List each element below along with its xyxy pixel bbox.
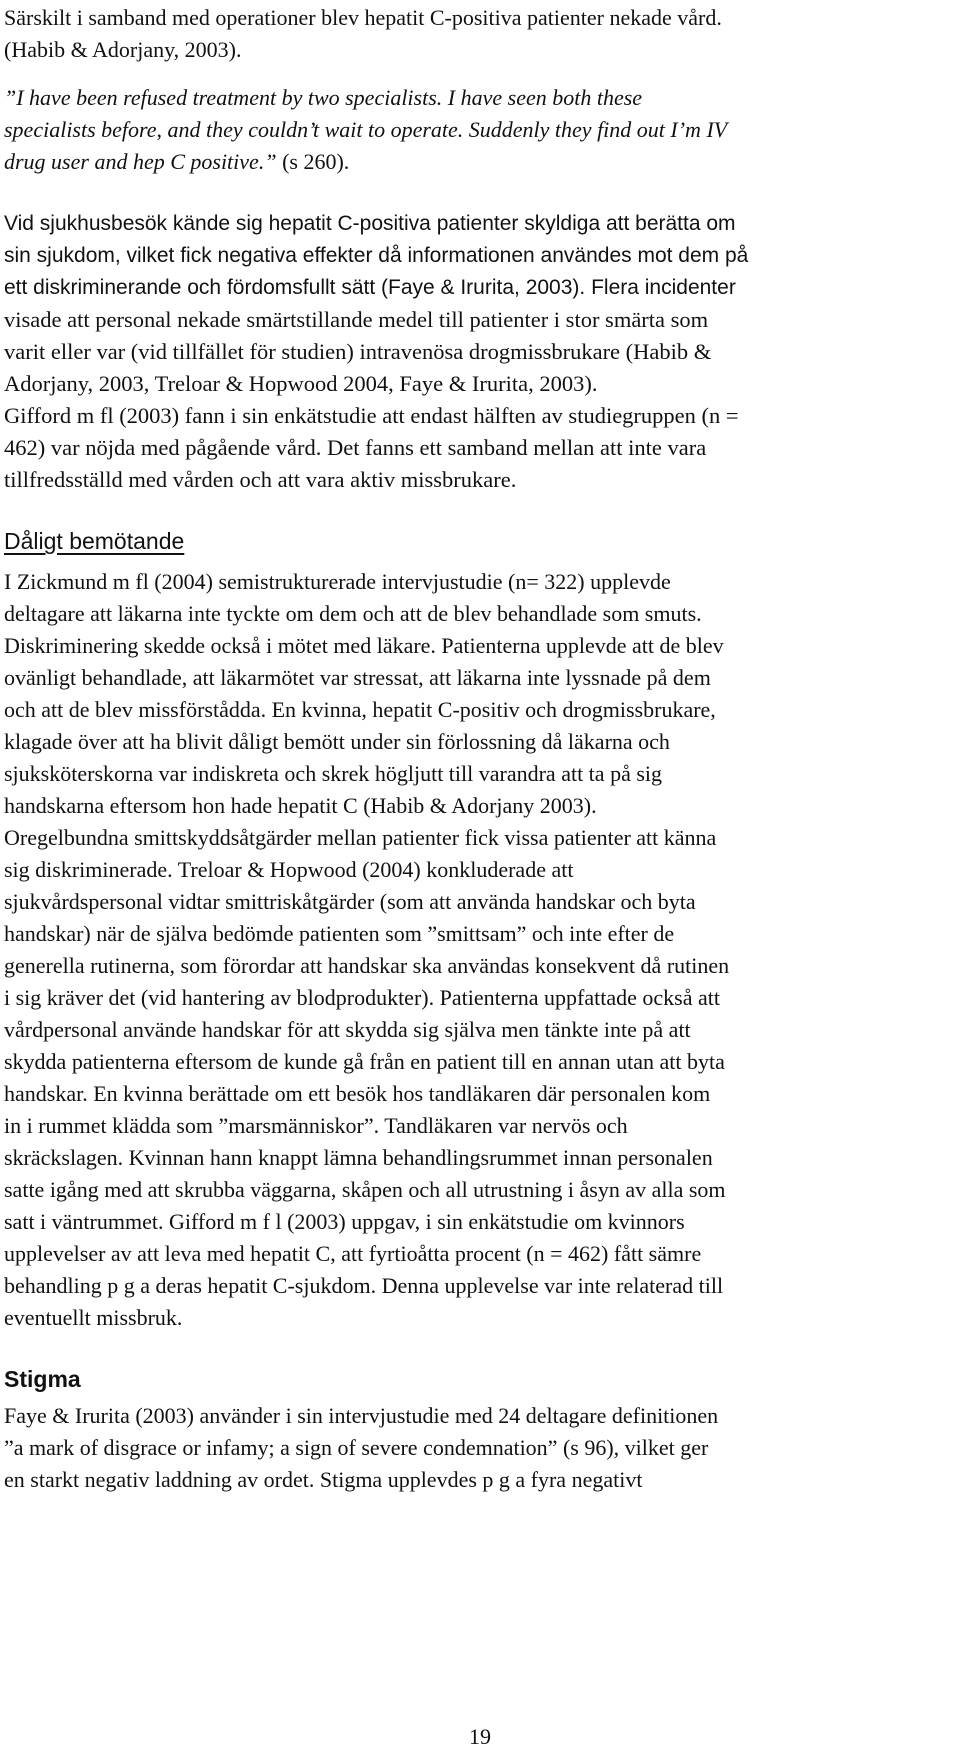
text-line: skräckslagen. Kvinnan hann knappt lämna behandlingsrummet innan personalen xyxy=(4,1145,713,1170)
text-line: I Zickmund m fl (2004) semistrukturerade intervjustudie (n= 322) upplevde xyxy=(4,569,671,594)
text-line: skydda patienterna eftersom de kunde gå från en patient till en annan utan att byta xyxy=(4,1049,725,1074)
text-line: och att de blev missförstådda. En kvinna, hepatit C-positiv och drogmissbrukare, xyxy=(4,697,716,722)
text-line: ovänligt behandlade, att läkarmötet var stressat, att läkarna inte lyssnade på dem xyxy=(4,665,711,690)
text-line: varit eller var (vid tillfället för studien) intravenösa drogmissbrukare (Habib & xyxy=(4,339,712,364)
text-line: Särskilt i samband med operationer blev hepatit C-positiva patienter nekade vård. xyxy=(4,5,722,30)
text-line: visade att personal nekade smärtstillande medel till patienter i stor smärta som xyxy=(4,307,709,332)
text-line: eventuellt missbruk. xyxy=(4,1305,183,1330)
section-heading-stigma: Stigma xyxy=(4,1366,81,1392)
paragraph-stigma xyxy=(4,1400,924,1496)
page-number: 19 xyxy=(469,1724,491,1749)
text-line: sjuksköterskorna var indiskreta och skrek högljutt till varandra att ta på sig xyxy=(4,761,663,786)
text-line: satt i väntrummet. Gifford m f l (2003) uppgav, i sin enkätstudie om kvinnors xyxy=(4,1209,685,1234)
text-line: Faye & Irurita (2003) använder i sin intervjustudie med 24 deltagare definitionen xyxy=(4,1403,719,1428)
text-line: Gifford m fl (2003) fann i sin enkätstudie att endast hälften av studiegruppen (n = xyxy=(4,403,739,428)
paragraph-smittskydd xyxy=(4,822,924,1334)
text-line: in i rummet klädda som ”marsmänniskor”. Tandläkaren var nervös och xyxy=(4,1113,628,1138)
quote-citation: (s 260). xyxy=(276,149,350,174)
intro-paragraph xyxy=(4,2,924,66)
text-line: ”a mark of disgrace or infamy; a sign of severe condemnation” (s 96), vilket ger xyxy=(4,1435,709,1460)
quote-line: specialists before, and they couldn’t wait to operate. Suddenly they find out I’m IV xyxy=(4,117,728,142)
quote-line: ”I have been refused treatment by two specialists. I have seen both these xyxy=(4,85,643,110)
text-line: sjukvårdspersonal vidtar smittriskåtgärder (som att använda handskar och byta xyxy=(4,889,696,914)
text-line: Vid sjukhusbesök kände sig hepatit C-positiva patienter skyldiga att berätta om xyxy=(4,212,736,235)
block-quote xyxy=(4,82,924,178)
paragraph-zickmund xyxy=(4,566,924,822)
text-line: sig diskriminerade. Treloar & Hopwood (2004) konkluderade att xyxy=(4,857,574,882)
text-line: handskar) när de själva bedömde patienten som ”smittsam” och inte efter de xyxy=(4,921,675,946)
text-line: Adorjany, 2003, Treloar & Hopwood 2004, Faye & Irurita, 2003). xyxy=(4,371,598,396)
paragraph-disclosure xyxy=(4,208,924,496)
text-line: i sig kräver det (vid hantering av blodprodukter). Patienterna uppfattade också att xyxy=(4,985,720,1010)
text-line: 462) var nöjda med pågående vård. Det fanns ett samband mellan att inte vara xyxy=(4,435,707,460)
text-line: (Habib & Adorjany, 2003). xyxy=(4,37,242,62)
text-line: en starkt negativ laddning av ordet. Stigma upplevdes p g a fyra negativt xyxy=(4,1467,643,1492)
text-line: vårdpersonal använde handskar för att skydda sig själva men tänkte inte på att xyxy=(4,1017,691,1042)
text-line: handskarna eftersom hon hade hepatit C (Habib & Adorjany 2003). xyxy=(4,793,597,818)
quote-line-last xyxy=(4,146,924,178)
text-line: tillfredsställd med vården och att vara aktiv missbrukare. xyxy=(4,467,517,492)
text-line: Oregelbundna smittskyddsåtgärder mellan patienter fick vissa patienter att känna xyxy=(4,825,717,850)
text-line: Diskriminering skedde också i mötet med läkare. Patienterna upplevde att de blev xyxy=(4,633,724,658)
text-line: behandling p g a deras hepatit C-sjukdom. Denna upplevelse var inte relaterad till xyxy=(4,1273,724,1298)
section-heading-daligt-bemotande: Dåligt bemötande xyxy=(4,528,185,554)
text-line: satte igång med att skrubba väggarna, skåpen och all utrustning i åsyn av alla som xyxy=(4,1177,726,1202)
text-line: generella rutinerna, som förordar att handskar ska användas konsekvent då rutinen xyxy=(4,953,730,978)
text-line: ett diskriminerande och fördomsfullt sätt (Faye & Irurita, 2003). Flera incidenter xyxy=(4,276,736,299)
text-line: deltagare att läkarna inte tyckte om dem och att de blev behandlade som smuts. xyxy=(4,601,702,626)
quote-line-text: drug user and hep C positive.” xyxy=(4,149,277,174)
text-line: upplevelser av att leva med hepatit C, att fyrtioåtta procent (n = 462) fått sämre xyxy=(4,1241,702,1266)
text-line: sin sjukdom, vilket fick negativa effekter då informationen användes mot dem på xyxy=(4,244,749,267)
text-line: handskar. En kvinna berättade om ett besök hos tandläkaren där personalen kom xyxy=(4,1081,711,1106)
text-line: klagade över att ha blivit dåligt bemött under sin förlossning då läkarna och xyxy=(4,729,670,754)
